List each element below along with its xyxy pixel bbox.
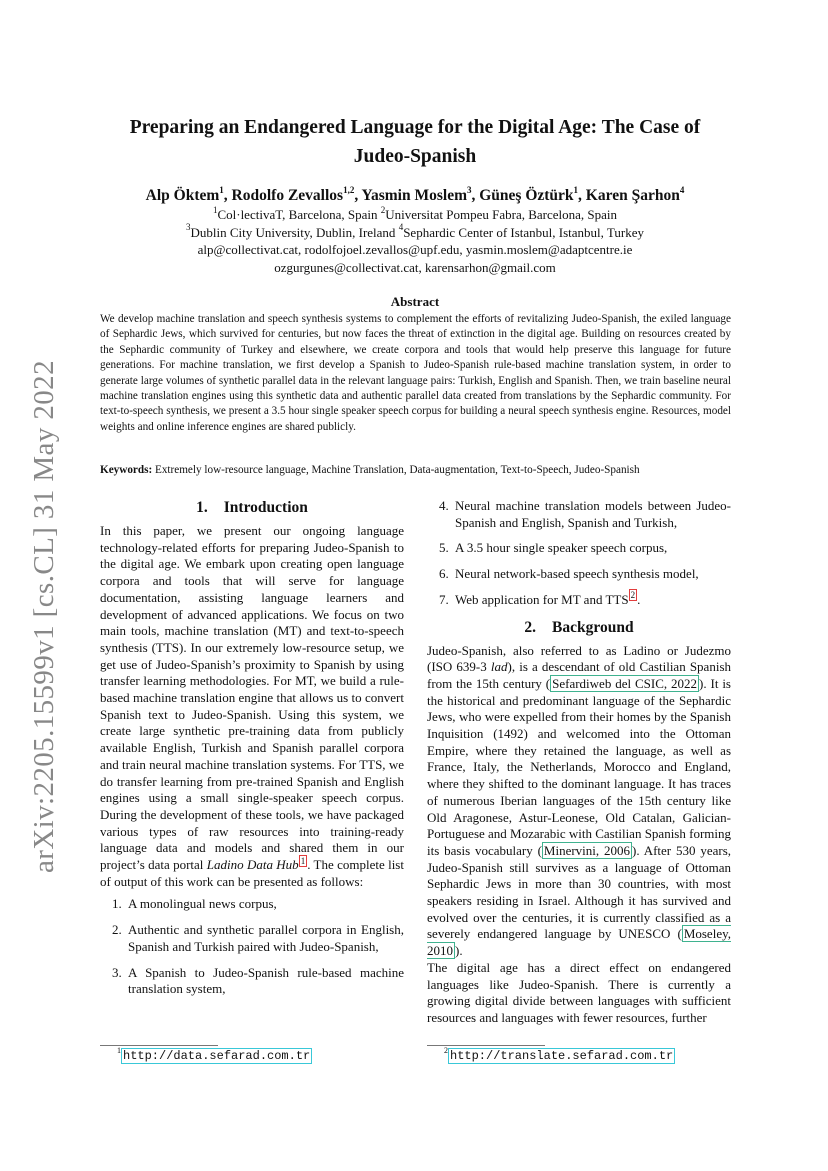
list-item: 1. A monolingual news corpus, <box>112 896 277 912</box>
footnote-url[interactable]: http://data.sefarad.com.tr <box>123 1049 311 1063</box>
author-emails-2: ozgurgunes@collectivat.cat, karensarhon@gmail.com <box>274 259 556 275</box>
affiliation-line-1: $^1$Col·lectivaT, Barcelona, Spain $^2$Universitat Pompeu Fabra, Barcelona, Spain <box>212 204 618 222</box>
affiliations <box>100 206 730 276</box>
abstract-heading: Abstract <box>390 294 440 309</box>
intro-paragraph: In this paper, we present our ongoing language technology-related efforts for preparing Judeo-Spanish to the digital age. We embark upon creating open language corpora and tools that will serve for language documentation, assisting language learners and development of advanced applications. We focus on two main tools, machine translation (MT) and text-to-speech synthesis (TTS). In our extremely low-resource setup, we get use of Judeo-Spanish’s proximity to Spanish by using transfer learning methodologies. For MT, we build a rule-based machine translation engine that allows us to convert Spanish text to Judeo-Spanish. Using this system, we create large synthetic pre-training data from publicly available English, Turkish and Spanish parallel corpora and train neural machine translation systems. For TTS, we do transfer learning from pre-trained Spanish and English engines using a small single-speaker speech corpus. During the development of these tools, we have packaged various types of raw resources into training-ready language data and models and shared them in our project’s data portal Ladino Data Hub $^1$ . The complete list of output of this work can be presented as follows: <box>100 523 404 889</box>
title-line-2: Judeo-Spanish <box>353 146 477 167</box>
output-list-continued <box>427 498 731 609</box>
list-item: 7. Web application for MT and TTS $^2$ . <box>439 590 641 607</box>
left-column <box>100 498 404 1007</box>
background-paragraph-2: The digital age has a direct effect on endangered languages like Judeo-Spanish. There is currently a growing digital divide between languages with sufficient resources and languages with fewer resources, further <box>427 959 731 1025</box>
right-column <box>427 498 731 1027</box>
section-heading-background: 2. Background <box>524 618 634 636</box>
list-item: 5. A 3.5 hour single speaker speech corpus, <box>439 540 668 556</box>
author: Alp Öktem$^1$, <box>145 184 232 204</box>
output-list <box>100 896 404 998</box>
background-paragraph-1: Judeo-Spanish, also referred to as Ladino or Judezmo (ISO 639-3 lad), is a descendant of old Castilian Spanish from the 15th century ( Sefardiweb del CSIC, 2022 ). It is the historical and predominant language of the Sephardic Jews, who were expelled from their homes by the Spanish Inquisition (1492) and welcomed into the Ottoman Empire, where they retained the language, as well as France, Italy, the Netherlands, Morocco and England, where they shifted to the dominant language. It has traces of numerous Iberian languages of the 15th century like Old Aragonese, Astur-Leonese, Old Catalan, Galician-Portuguese and Mozarabic with Castilian Spanish forming its basis vocabulary ( Minervini, 2006 ). After 530 years, Judeo-Spanish still survives as a language of Ottoman Sephardic Jews in more than 30 countries, with most speakers residing in Israel. Although it has survived and evolved over the centuries, it is currently classified as a severely endangered language by UNESCO ( Moseley, 2010 ). <box>427 642 732 959</box>
author: Yasmin Moslem$^3$, <box>361 184 480 204</box>
footnote-1: $^1$ http://data.sefarad.com.tr <box>117 1046 311 1063</box>
arxiv-stamp-text[interactable]: arXiv:2205.15599v1 [cs.CL] 31 May 2022 <box>28 360 60 873</box>
paper-title <box>100 113 730 171</box>
footnote-ref-1[interactable]: 1 <box>300 855 306 866</box>
list-item: 4. Neural machine translation models between Judeo-Spanish and English, Spanish and Turkish, <box>439 498 731 530</box>
author-list <box>100 186 730 206</box>
keywords-label: Keywords: <box>100 464 153 476</box>
arxiv-stamp <box>22 355 62 875</box>
author: Rodolfo Zevallos$^{1,2}$, <box>231 184 362 204</box>
portal-name: Ladino Data Hub <box>206 857 299 873</box>
keywords-text: Extremely low-resource language, Machine Translation, Data-augmentation, Text-to-Speech, Judeo-Spanish <box>152 464 640 476</box>
abstract-text: We develop machine translation and speech synthesis systems to complement the efforts of revitalizing Judeo-Spanish, the exiled language of Sephardic Jews, which survived for centuries, but now faces the threat of extinction in the digital age. Building on resources created by the Sephardic community of Turkey and elsewhere, we create corpora and tools that would help preserve this language for future generations. For machine translation, we first develop a Spanish to Judeo-Spanish rule-based machine translation system, in order to generate large volumes of synthetic parallel data in the relevant language pairs: Turkish, English and Spanish. Then, we train baseline neural machine translation engines using this synthetic data and authentic parallel data created from translations by the Sephardic community. For text-to-speech synthesis, we present a 3.5 hour single speaker speech corpus for building a neural speech synthesis engine. Resources, model weights and online inference engines are shared publicly. <box>100 313 731 433</box>
author: Karen Şarhon$^4$ <box>585 184 685 204</box>
list-item: 3. A Spanish to Judeo-Spanish rule-based machine translation system, <box>112 964 404 997</box>
citation-link[interactable]: Moseley, 2010 <box>427 926 731 959</box>
author-emails-1: alp@collectivat.cat, rodolfojoel.zevallos@upf.edu, yasmin.moslem@adaptcentre.ie <box>197 242 633 257</box>
footnote-2: $^2$ http://translate.sefarad.com.tr <box>444 1046 674 1063</box>
list-item: 6. Neural network-based speech synthesis model, <box>439 566 699 582</box>
citation-link[interactable]: Sefardiweb del CSIC, 2022 <box>552 675 698 691</box>
list-item: 2. Authentic and synthetic parallel corpora in English, Spanish and Turkish paired with Judeo-Spanish, <box>112 922 404 954</box>
footnote-ref-2[interactable]: 2 <box>630 590 636 601</box>
keywords <box>100 463 731 478</box>
author: Güneş Öztürk$^1$, <box>479 184 586 204</box>
title-line-1: Preparing an Endangered Language for the Digital Age: The Case of <box>129 117 701 138</box>
footnote-url[interactable]: http://translate.sefarad.com.tr <box>450 1049 674 1063</box>
affiliation-line-2: $^3$Dublin City University, Dublin, Ireland $^4$Sephardic Center of Istanbul, Istanbul, Turkey <box>185 222 645 240</box>
section-heading-introduction: 1. Introduction <box>196 499 308 516</box>
citation-link[interactable]: Minervini, 2006 <box>543 842 630 858</box>
